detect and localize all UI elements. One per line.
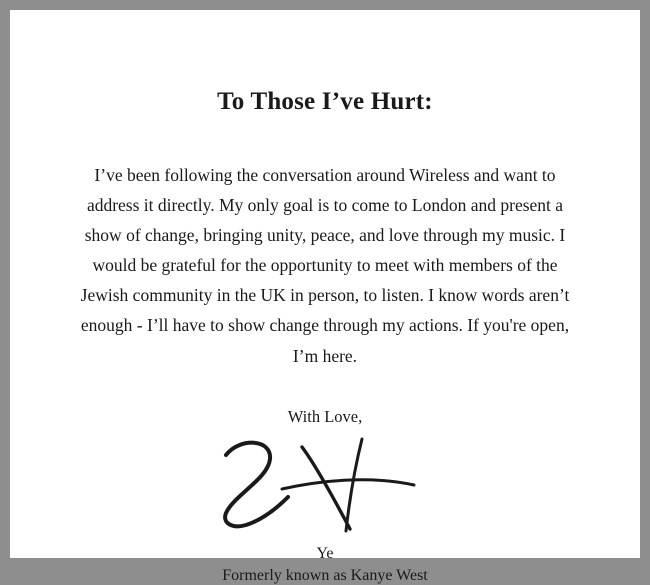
statement-body-text: I’ve been following the conversation around Wireless and want to address it directly. My only goal is to come to London and present a show of change, bringing unity, peace, and love through my music. I would be grateful for the opportunity to meet with members of the Jewish community in the UK in person, to listen. I know words aren’t enough - I’ll have to show change through my actions. If you're open, I’m here. <box>80 165 570 366</box>
handwritten-signature-icon <box>210 433 440 543</box>
statement-page <box>10 10 640 584</box>
author-subtitle: Formerly known as Kanye West <box>222 566 428 584</box>
signature-area <box>10 427 640 543</box>
signoff-text: With Love, <box>287 406 363 426</box>
author-name: Ye <box>316 544 334 562</box>
page-title: To Those I’ve Hurt: <box>217 88 433 115</box>
